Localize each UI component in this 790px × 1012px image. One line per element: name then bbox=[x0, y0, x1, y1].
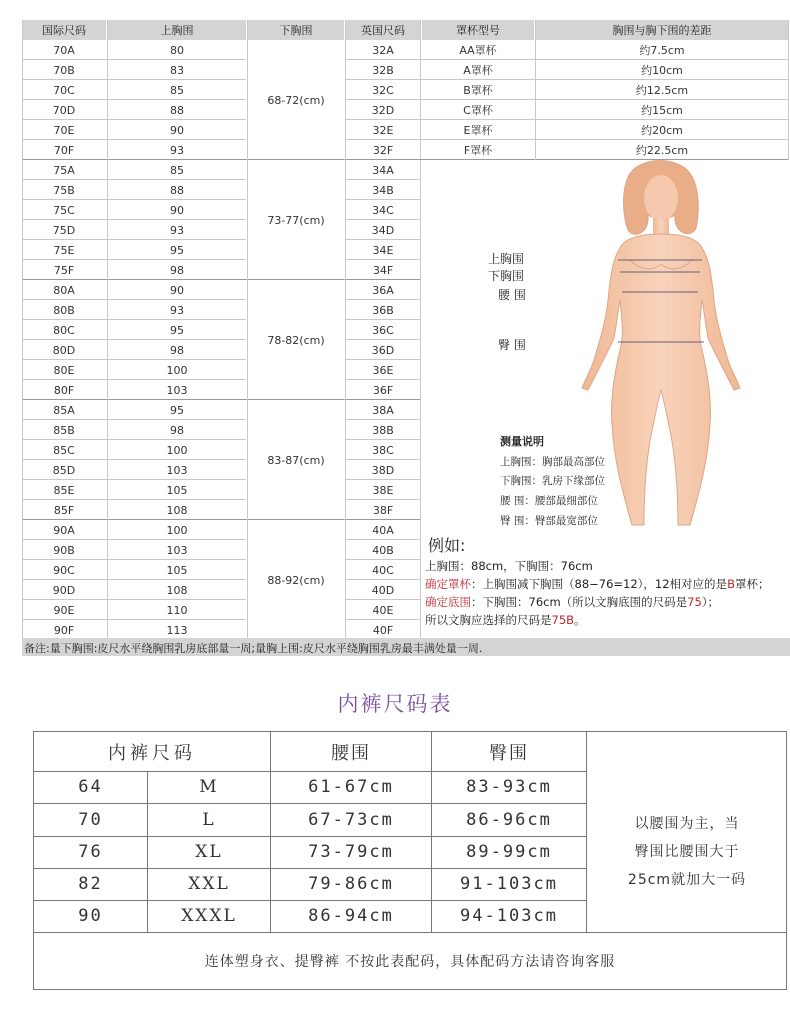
cell-upper-bust: 80 bbox=[170, 43, 184, 57]
cell-upper-bust: 98 bbox=[170, 423, 184, 437]
cell-intl-size: 90F bbox=[53, 623, 75, 637]
cell-uk-size: 38D bbox=[371, 463, 395, 477]
cell-intl-size: 85A bbox=[53, 403, 75, 417]
cell-upper-bust: 88 bbox=[170, 103, 184, 117]
panty-header-size: 内裤尺码 bbox=[108, 742, 196, 764]
cell-cup-type: A罩杯 bbox=[463, 64, 493, 77]
side-note-line: 以腰围为主，当 bbox=[634, 816, 740, 832]
cell-uk-size: 34B bbox=[372, 183, 394, 197]
header-cup-type: 罩杯型号 bbox=[422, 20, 534, 40]
column-divider bbox=[788, 20, 789, 160]
cell-upper-bust: 108 bbox=[166, 503, 188, 517]
panty-cell-size: 70 bbox=[78, 809, 103, 830]
cell-upper-bust: 93 bbox=[170, 303, 184, 317]
cell-intl-size: 90D bbox=[52, 583, 76, 597]
side-note-line: 25cm就加大一码 bbox=[627, 872, 747, 888]
cell-intl-size: 70B bbox=[53, 63, 75, 77]
header-under-bust: 下胸围 bbox=[248, 20, 344, 40]
cell-upper-bust: 105 bbox=[166, 483, 188, 497]
cell-upper-bust: 100 bbox=[166, 363, 188, 377]
label-upper-bust: 上胸围 bbox=[488, 252, 525, 266]
cell-uk-size: 40E bbox=[372, 603, 394, 617]
cell-intl-size: 90B bbox=[53, 543, 75, 557]
panty-cell-hip: 86-96cm bbox=[466, 809, 552, 830]
column-divider bbox=[247, 20, 248, 640]
cell-uk-size: 38C bbox=[372, 443, 394, 457]
measure-line: 上胸围：胸部最高部位 bbox=[500, 456, 605, 468]
cell-intl-size: 85F bbox=[53, 503, 75, 517]
cell-uk-size: 34D bbox=[371, 223, 395, 237]
panty-cell-waist: 61-67cm bbox=[308, 777, 394, 797]
cell-intl-size: 70E bbox=[53, 123, 75, 137]
cell-intl-size: 75C bbox=[53, 203, 75, 217]
panty-cell-letter: M bbox=[199, 777, 219, 797]
cell-intl-size: 80A bbox=[53, 283, 75, 297]
cell-intl-size: 80D bbox=[52, 343, 76, 357]
panty-cell-letter: L bbox=[202, 809, 216, 830]
cell-intl-size: 85C bbox=[53, 443, 75, 457]
cell-upper-bust: 83 bbox=[170, 63, 184, 77]
panty-side-note bbox=[587, 772, 787, 932]
cell-intl-size: 70C bbox=[53, 83, 75, 97]
label-under-bust: 下胸围 bbox=[488, 269, 525, 283]
panty-cell-size: 76 bbox=[78, 842, 103, 862]
example-label: 确定底围 bbox=[425, 595, 471, 609]
cell-intl-size: 80E bbox=[53, 363, 75, 377]
cell-cup-type: AA罩杯 bbox=[459, 44, 497, 57]
cell-upper-bust: 108 bbox=[166, 583, 188, 597]
panty-cell-letter: XXXL bbox=[181, 906, 237, 926]
example-line-4 bbox=[425, 612, 586, 628]
cell-under-bust-range: 73-77(cm) bbox=[267, 213, 325, 227]
cell-upper-bust: 90 bbox=[170, 283, 184, 297]
cell-upper-bust: 93 bbox=[170, 223, 184, 237]
cell-intl-size: 85B bbox=[53, 423, 75, 437]
panty-cell-letter: XXL bbox=[188, 874, 230, 894]
cell-uk-size: 38E bbox=[372, 483, 394, 497]
cell-cup-type: B罩杯 bbox=[463, 84, 493, 97]
example-text: ：上胸围减下胸围（88−76=12），12相对应的是 bbox=[471, 577, 728, 591]
example-line-3 bbox=[425, 594, 719, 610]
cell-upper-bust: 110 bbox=[166, 603, 188, 617]
cell-upper-bust: 90 bbox=[170, 123, 184, 137]
cell-intl-size: 75F bbox=[53, 263, 75, 277]
panty-cell-waist: 79-86cm bbox=[308, 874, 394, 894]
cell-upper-bust: 98 bbox=[170, 343, 184, 357]
cell-cup-type: C罩杯 bbox=[463, 104, 493, 117]
panty-cell-hip: 94-103cm bbox=[460, 906, 558, 926]
cell-intl-size: 90C bbox=[53, 563, 75, 577]
cell-uk-size: 40D bbox=[371, 583, 395, 597]
cell-upper-bust: 88 bbox=[170, 183, 184, 197]
cell-uk-size: 32B bbox=[372, 63, 394, 77]
panty-cell-waist: 86-94cm bbox=[308, 906, 394, 926]
cell-intl-size: 70D bbox=[52, 103, 76, 117]
cell-uk-size: 40B bbox=[372, 543, 394, 557]
panty-header-hip: 臀围 bbox=[489, 742, 529, 764]
example-line-1: 上胸围：88cm，下胸围：76cm bbox=[425, 559, 593, 573]
cell-uk-size: 38B bbox=[372, 423, 394, 437]
side-note-line: 臀围比腰围大于 bbox=[634, 844, 740, 860]
example-text: 。 bbox=[574, 613, 586, 627]
cell-under-bust-range: 78-82(cm) bbox=[267, 333, 325, 347]
cell-cup-type: E罩杯 bbox=[463, 124, 493, 137]
cell-upper-bust: 103 bbox=[166, 383, 188, 397]
example-line-2 bbox=[425, 576, 769, 592]
header-uk-size: 英国尺码 bbox=[346, 20, 420, 40]
panty-header-waist: 腰围 bbox=[331, 742, 371, 764]
cell-upper-bust: 103 bbox=[166, 463, 188, 477]
cell-uk-size: 36B bbox=[372, 303, 394, 317]
cell-difference: 约10cm bbox=[641, 64, 683, 77]
cell-difference: 约7.5cm bbox=[639, 44, 685, 57]
cell-upper-bust: 95 bbox=[170, 403, 184, 417]
cell-uk-size: 36F bbox=[372, 383, 394, 397]
cell-upper-bust: 103 bbox=[166, 543, 188, 557]
cell-upper-bust: 113 bbox=[166, 623, 188, 637]
panty-cell-size: 82 bbox=[78, 874, 103, 894]
cell-intl-size: 80C bbox=[53, 323, 75, 337]
cell-uk-size: 34F bbox=[372, 263, 394, 277]
cell-upper-bust: 95 bbox=[170, 243, 184, 257]
cell-intl-size: 75D bbox=[52, 223, 76, 237]
cell-upper-bust: 90 bbox=[170, 203, 184, 217]
example-text: ：下胸围：76cm（所以文胸底围的尺码是 bbox=[471, 595, 688, 609]
cell-uk-size: 36E bbox=[372, 363, 394, 377]
cell-uk-size: 34A bbox=[372, 163, 394, 177]
cell-uk-size: 32A bbox=[372, 43, 394, 57]
cell-intl-size: 75E bbox=[53, 243, 75, 257]
cell-difference: 约22.5cm bbox=[635, 144, 689, 157]
header-intl-size: 国际尺码 bbox=[22, 20, 106, 40]
cell-upper-bust: 85 bbox=[170, 163, 184, 177]
panty-cell-size: 64 bbox=[78, 777, 103, 797]
bra-footnote-text: 备注:量下胸围:皮尺水平绕胸围乳房底部量一周;量胸上围:皮尺水平绕胸围乳房最丰满处量一周. bbox=[24, 642, 483, 655]
cell-uk-size: 36D bbox=[371, 343, 395, 357]
cell-uk-size: 38A bbox=[372, 403, 394, 417]
cell-cup-type: F罩杯 bbox=[463, 144, 493, 157]
column-divider bbox=[535, 20, 536, 160]
header-upper-bust: 上胸围 bbox=[108, 20, 246, 40]
label-hip: 臀 围 bbox=[498, 338, 526, 352]
panty-footer: 连体塑身衣、提臀裤 不按此表配码，具体配码方法请咨询客服 bbox=[204, 953, 616, 970]
cell-uk-size: 32E bbox=[372, 123, 394, 137]
cell-uk-size: 40C bbox=[372, 563, 394, 577]
cell-intl-size: 85D bbox=[52, 463, 76, 477]
cell-intl-size: 85E bbox=[53, 483, 75, 497]
panty-table-title: 内裤尺码表 bbox=[337, 692, 453, 716]
cell-uk-size: 40F bbox=[372, 623, 394, 637]
example-title: 例如: bbox=[428, 536, 466, 555]
cell-intl-size: 75A bbox=[53, 163, 75, 177]
panty-cell-hip: 91-103cm bbox=[460, 874, 558, 894]
measure-line: 臀 围：臀部最宽部位 bbox=[500, 515, 598, 527]
cell-intl-size: 90A bbox=[53, 523, 75, 537]
example-highlight: 75 bbox=[687, 595, 702, 609]
example-text: ）； bbox=[701, 595, 720, 609]
cell-intl-size: 75B bbox=[53, 183, 75, 197]
panty-cell-letter: XL bbox=[195, 842, 223, 862]
example-text: 罩杯； bbox=[734, 577, 770, 591]
panty-cell-waist: 67-73cm bbox=[308, 809, 394, 830]
panty-cell-hip: 89-99cm bbox=[466, 842, 552, 862]
panty-cell-size: 90 bbox=[78, 906, 103, 926]
panty-cell-waist: 73-79cm bbox=[308, 842, 394, 862]
cell-uk-size: 38F bbox=[372, 503, 394, 517]
cell-intl-size: 80B bbox=[53, 303, 75, 317]
cell-under-bust-range: 88-92(cm) bbox=[267, 573, 325, 587]
cell-uk-size: 40A bbox=[372, 523, 394, 537]
cell-uk-size: 32C bbox=[372, 83, 394, 97]
column-divider bbox=[22, 20, 23, 640]
column-divider bbox=[345, 20, 346, 640]
measure-title: 测量说明 bbox=[500, 435, 544, 448]
cell-uk-size: 36A bbox=[372, 283, 394, 297]
cell-upper-bust: 93 bbox=[170, 143, 184, 157]
cell-under-bust-range: 68-72(cm) bbox=[267, 93, 325, 107]
cell-intl-size: 70F bbox=[53, 143, 75, 157]
header-difference: 胸围与胸下围的差距 bbox=[536, 20, 788, 40]
example-highlight: 75B bbox=[551, 613, 575, 627]
panty-cell-hip: 83-93cm bbox=[466, 777, 552, 797]
cell-uk-size: 36C bbox=[372, 323, 394, 337]
cell-upper-bust: 100 bbox=[166, 443, 188, 457]
cell-intl-size: 90E bbox=[53, 603, 75, 617]
cell-difference: 约12.5cm bbox=[635, 84, 689, 97]
example-text: 所以文胸应选择的尺码是 bbox=[425, 613, 552, 627]
cell-difference: 约15cm bbox=[641, 104, 683, 117]
cell-difference: 约20cm bbox=[641, 124, 683, 137]
measure-line: 下胸围：乳房下缘部位 bbox=[500, 475, 605, 487]
cell-intl-size: 80F bbox=[53, 383, 75, 397]
measure-line: 腰 围：腰部最细部位 bbox=[500, 495, 598, 507]
cell-uk-size: 32F bbox=[372, 143, 394, 157]
column-divider bbox=[107, 20, 108, 640]
cell-intl-size: 70A bbox=[53, 43, 75, 57]
cell-uk-size: 34E bbox=[372, 243, 394, 257]
example-highlight: B bbox=[727, 577, 735, 591]
cell-uk-size: 34C bbox=[372, 203, 394, 217]
column-divider bbox=[420, 20, 421, 640]
cell-upper-bust: 100 bbox=[166, 523, 188, 537]
cell-under-bust-range: 83-87(cm) bbox=[267, 453, 325, 467]
example-label: 确定罩杯 bbox=[425, 577, 471, 591]
cell-upper-bust: 98 bbox=[170, 263, 184, 277]
cell-upper-bust: 95 bbox=[170, 323, 184, 337]
label-waist: 腰 围 bbox=[498, 288, 526, 302]
cell-upper-bust: 85 bbox=[170, 83, 184, 97]
cell-uk-size: 32D bbox=[371, 103, 395, 117]
cell-upper-bust: 105 bbox=[166, 563, 188, 577]
